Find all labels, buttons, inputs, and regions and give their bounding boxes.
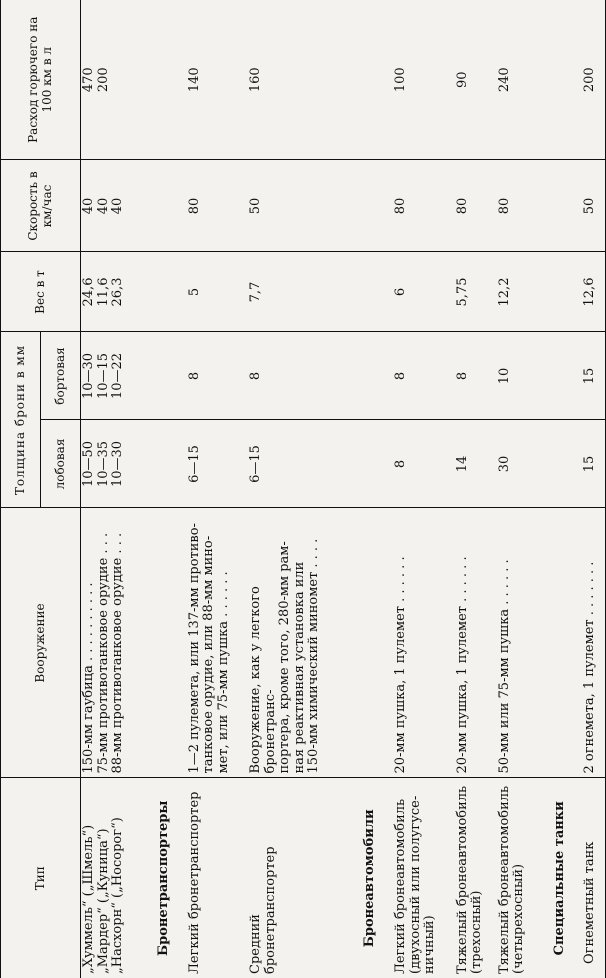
table-row [187,0,249,978]
armament-line: 75-мм противотанковое орудие . . . [95,532,111,774]
weight-value: 24,6 [81,277,96,307]
header-fuel: Расход горючего на 100 км в л [1,0,81,160]
cell-speed: 50 [582,160,605,252]
cell-side: 10 [497,332,539,420]
section-title-special: Специальные танки [539,778,583,978]
type-line: ничный) [422,915,438,974]
fuel-value: 470 [81,67,96,93]
type-line: „Насхорн“ („Носорог“) [110,817,126,974]
cell-fuel: 140 [186,67,202,93]
armament-line: мет, или 75-мм пушка . . . . . . [215,571,231,774]
type-line: Тяжелый бронеавтомобиль [496,785,512,974]
table-row [497,0,539,978]
side-value: 10—22 [110,352,126,400]
cell-frontal: 8 [393,420,455,508]
cell-frontal: 14 [455,420,497,508]
speed-value: 40 [95,197,111,215]
armament-line: Вооружение, как у легкого бронетранс- [248,586,278,774]
frontal-value: 10—50 [81,440,96,488]
cell-type [455,778,497,978]
type-line: „Хуммель“ („Шмель“) [81,824,96,974]
weight-value: 26,3 [110,277,126,307]
type-line: Легкий бронеавтомобиль [393,798,409,974]
speed-value: 40 [110,197,126,215]
type-line: (четырехосный) [511,863,527,974]
type-line: Тяжелый бронеавтомобиль [454,785,470,974]
armament-line: 150-мм гаубица . . . . . . . . . . [81,582,96,774]
table-row [393,0,455,978]
side-value: 10—15 [95,352,111,400]
section-row [143,0,187,978]
cell-weight: 12,2 [497,252,539,332]
cell-fuel: 90 [454,71,470,89]
cell-side [81,332,143,420]
cell-speed [81,160,143,252]
cell-side: 8 [455,332,497,420]
cell-weight: 5 [187,252,249,332]
section-title-apc: Бронетранспортеры [143,778,187,978]
cell-side: 15 [582,332,605,420]
cell-armament [248,508,349,778]
table-row [582,0,605,978]
cell-type [497,778,539,978]
section-row [539,0,583,978]
cell-weight: 12,6 [582,252,605,332]
header-speed: Скорость в км/час [1,160,81,252]
cell-armament: 50-мм или 75-мм пушка . . . . . . [497,508,539,778]
type-line: „Мардер“ („Куница“) [95,828,111,974]
header-weight: Вес в т [1,252,81,332]
cell-type [393,778,455,978]
cell-side: 8 [187,332,249,420]
cell-type [81,778,143,978]
armament-line: танковое орудие, или 88-мм мино- [201,535,217,774]
cell-frontal: 30 [497,420,539,508]
cell-armament [81,508,143,778]
table-row [455,0,497,978]
cell-fuel [81,0,143,160]
cell-speed: 80 [187,160,249,252]
section-title-armored-cars: Бронеавтомобили [349,778,393,978]
cell-armament: 2 огнемета, 1 пулемет . . . . . . . [582,508,605,778]
weight-value: 11,6 [95,277,111,307]
cell-armament: 20-мм пушка, 1 пулемет . . . . . . [455,508,497,778]
armament-line: 150-мм химический миномет . . . . [306,538,322,774]
armament-line: 88-мм противотанковое орудие . . . [110,532,126,774]
cell-speed: 80 [393,160,455,252]
cell-type: Легкий бронетранспортер [187,778,249,978]
header-type: Тип [1,778,81,978]
side-value: 10—30 [81,352,96,400]
frontal-value: 10—30 [110,440,126,488]
cell-armament: 20-мм пушка, 1 пулемет . . . . . . [393,508,455,778]
type-line: (трехосный) [469,890,485,974]
cell-weight [81,252,143,332]
frontal-value: 10—35 [95,440,111,488]
cell-frontal: 6—15 [187,420,249,508]
header-armor: Толщина брони в мм [1,332,41,508]
armament-line: 1—2 пулемета, или 137-мм противо- [186,523,202,774]
cell-weight: 5,75 [455,252,497,332]
cell-fuel: 160 [248,67,264,93]
cell-type: Огнеметный танк [582,778,605,978]
cell-weight: 7,7 [248,252,349,332]
cell-weight: 6 [393,252,455,332]
cell-frontal [81,420,143,508]
cell-frontal: 15 [582,420,605,508]
speed-value: 40 [81,197,96,215]
armament-line: ная реактивная установка или [291,561,307,774]
cell-speed: 80 [455,160,497,252]
cell-frontal: 6—15 [248,420,349,508]
cell-fuel: 100 [393,67,409,93]
header-side: бортовая [41,332,81,420]
cell-side: 8 [248,332,349,420]
cell-type: Средний бронетранспортер [248,778,349,978]
header-armament: Вооружение [1,508,81,778]
armament-line: портера, кроме того, 280-мм рам- [277,541,293,774]
type-line: (двухосный или полугусе- [407,795,423,974]
table-row [248,0,349,978]
table-row [81,0,143,978]
cell-speed: 50 [248,160,349,252]
cell-fuel: 200 [582,0,605,160]
header-frontal: лобовая [41,420,81,508]
cell-side: 8 [393,332,455,420]
cell-speed: 80 [497,160,539,252]
fuel-value: 200 [95,67,111,93]
cell-fuel: 240 [496,67,512,93]
cell-armament [187,508,249,778]
section-row [349,0,393,978]
